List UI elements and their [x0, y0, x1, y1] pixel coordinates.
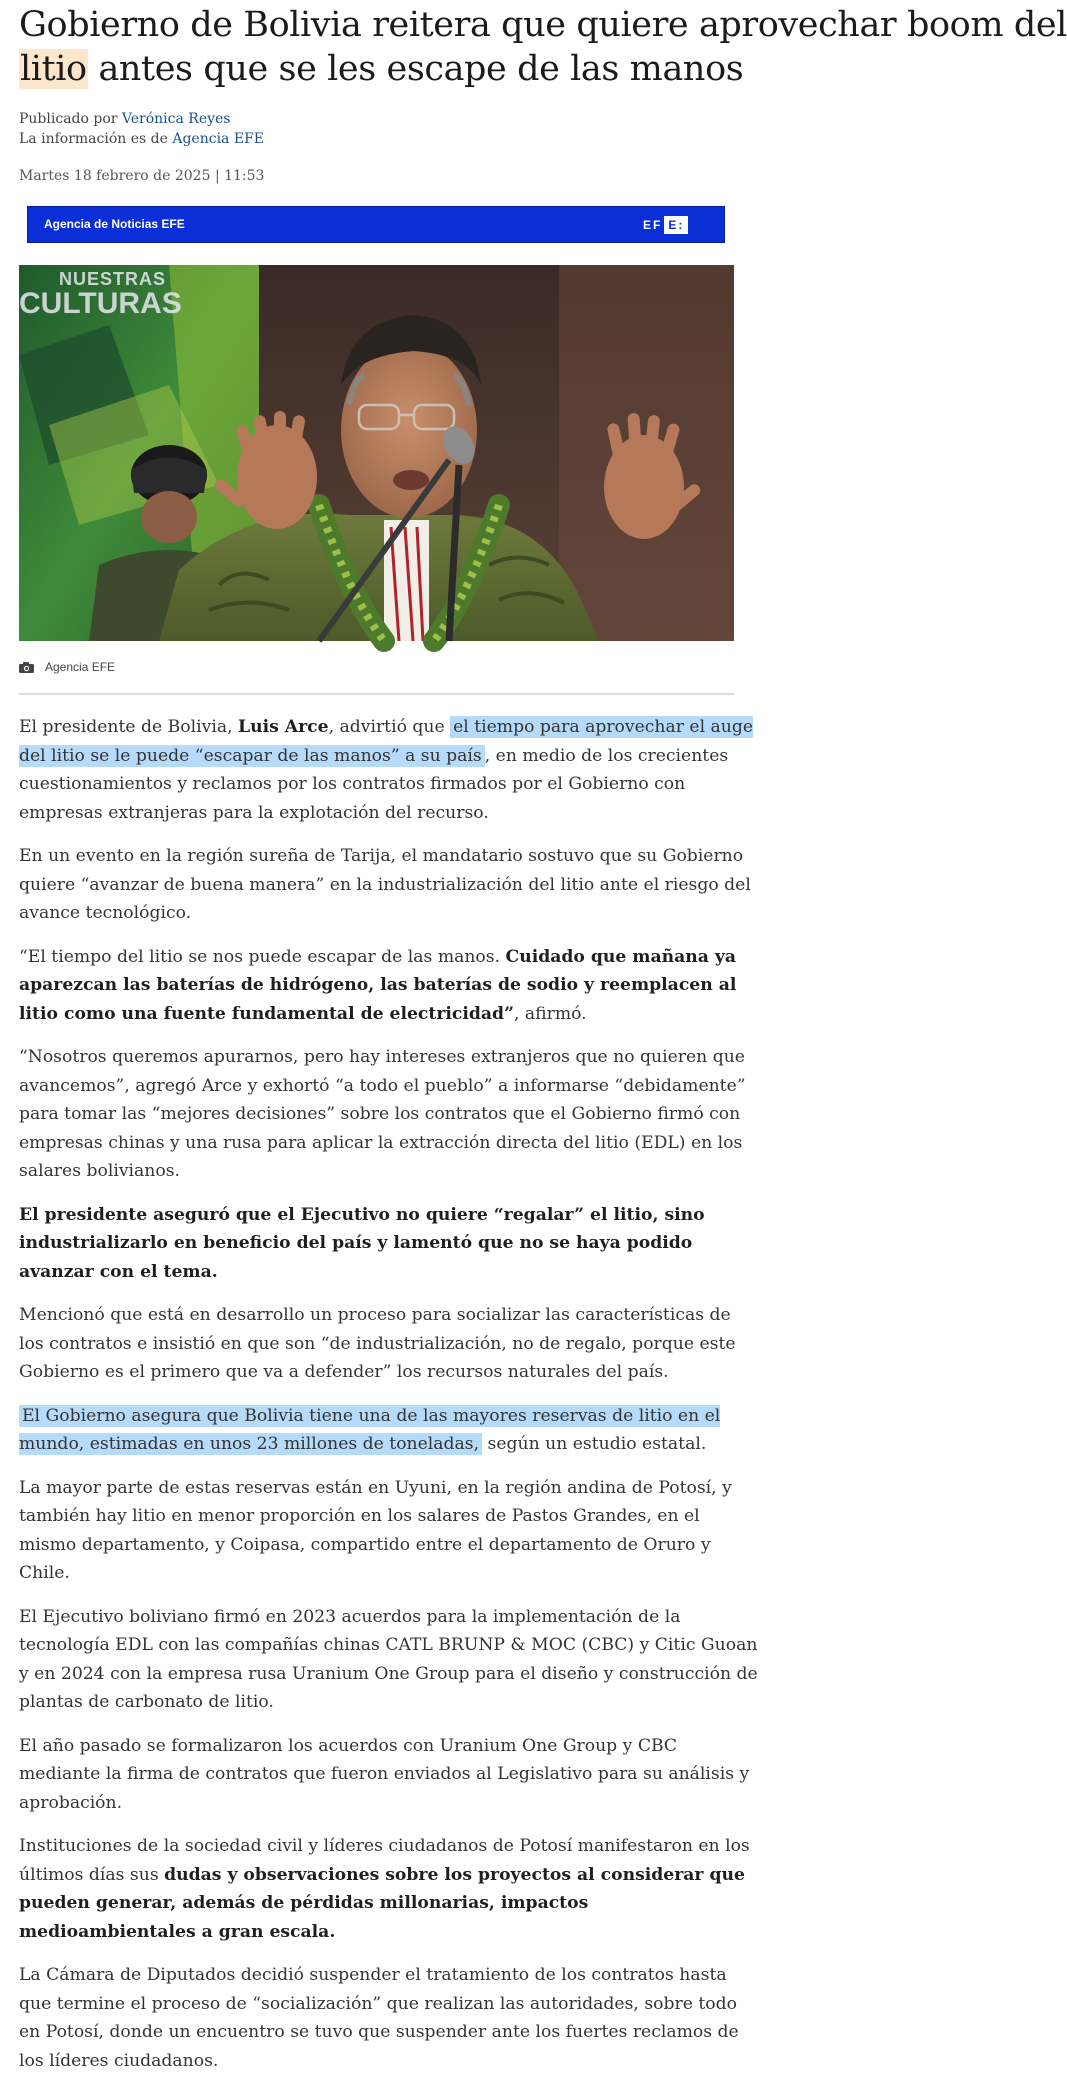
p1-text-c: , en medio de los crecientes cuestionamientos y reclamos por los contratos firmados por el Gobierno con empresas extranjeras para la explotación del recurso. — [19, 745, 729, 823]
paragraph-11 — [19, 1832, 759, 1946]
paragraph-12: La Cámara de Diputados decidió suspender el tratamiento de los contratos hasta que termine el proceso de “socialización” que realizan las autoridades, sobre todo en Potosí, donde un encuentro se tuvo que suspender ante los fuertes reclamos de los líderes ciudadanos. — [19, 1965, 739, 2071]
paragraph-9: El Ejecutivo boliviano firmó en 2023 acuerdos para la implementación de la tecnología EDL con las compañías chinas CATL BRUNP & MOC (CBC) y Citic Guoan y en 2024 con la empresa rusa Uranium One Group para el diseño y construcción de plantas de carbonato de litio. — [19, 1606, 758, 1712]
p3-bold: Cuidado que mañana ya aparezcan las baterías de hidrógeno, las baterías de sodio y reemplacen al litio como una fuente fundamental de electricidad” — [19, 946, 737, 1024]
photo-caption — [19, 660, 115, 674]
headline-highlight: litio — [20, 49, 87, 89]
article-photo — [19, 265, 734, 641]
published-by — [19, 109, 989, 129]
p1-bold: Luis Arce — [238, 717, 329, 737]
source-prefix: La información es de — [19, 131, 168, 147]
p1-text-b: , advirtió que — [328, 717, 445, 737]
agency-banner[interactable] — [27, 206, 725, 243]
paragraph-10: El año pasado se formalizaron los acuerdos con Uranium One Group y CBC mediante la firma de contratos que fueron enviados al Legislativo para su análisis y aprobación. — [19, 1735, 750, 1813]
p1-text-a: El presidente de Bolivia, — [19, 717, 233, 737]
author-link[interactable]: Verónica Reyes — [121, 111, 231, 127]
caption-text: Agencia EFE — [45, 660, 116, 674]
efe-logo-box: E: — [664, 216, 688, 234]
p7-highlight: El Gobierno asegura que Bolivia tiene una de las mayores reservas de litio en el mundo, estimadas en unos 23 millones de toneladas, — [19, 1405, 721, 1454]
headline-part-1: Gobierno de Bolivia reitera que quiere aprovechar boom del — [19, 5, 1067, 45]
paragraph-5 — [19, 1201, 759, 1287]
p7-text-a: según un estudio estatal. — [482, 1434, 707, 1454]
byline — [19, 109, 989, 149]
camera-icon — [19, 662, 34, 673]
paragraph-1 — [19, 713, 759, 827]
headline-part-2: antes que se les escape de las manos — [98, 49, 744, 89]
paragraph-8: La mayor parte de estas reservas están en Uyuni, en la región andina de Potosí, y también hay litio en menor proporción en los salares de Pastos Grandes, en el mismo departamento, y Coipasa, compartido entre el departamento de Oruro y Chile. — [19, 1477, 732, 1583]
paragraph-4: “Nosotros queremos apurarnos, pero hay intereses extranjeros que no quieren que avancemos”, agregó Arce y exhortó “a todo el pueblo” a informarse “debidamente” para tomar las “mejores decisiones” sobre los contratos que el Gobierno firmó con empresas chinas y una rusa para aplicar la extracción directa del litio (EDL) en los salares bolivianos. — [19, 1047, 746, 1181]
caption-divider — [19, 693, 734, 695]
published-prefix: Publicado por — [19, 111, 118, 127]
paragraph-7 — [19, 1402, 759, 1459]
p11-text-a: Instituciones de la sociedad civil y líderes ciudadanos de Potosí manifestaron en los últimos días sus — [19, 1836, 750, 1885]
p3-text-b: , afirmó. — [513, 1003, 587, 1024]
article-page — [19, 0, 1067, 2071]
efe-logo-text: EF — [643, 218, 663, 232]
backdrop-text-2: CULTURAS — [19, 287, 182, 320]
paragraph-3 — [19, 943, 759, 1029]
p3-text-a: “El tiempo del litio se nos puede escapar de las manos. — [19, 946, 501, 967]
paragraph-6: Mencionó que está en desarrollo un proceso para socializar las características de los contratos e insistió en que son “de industrialización, no de regalo, porque este Gobierno es el primero que va a defender” los recursos naturales del país. — [19, 1305, 736, 1382]
publish-date: Martes 18 febrero de 2025 | 11:53 — [19, 168, 265, 184]
paragraph-2: En un evento en la región sureña de Tarija, el mandatario sostuvo que su Gobierno quiere “avanzar de buena manera” en la industrialización del litio ante el riesgo del avance tecnológico. — [19, 846, 751, 923]
efe-logo — [643, 214, 688, 236]
p1-highlight: el tiempo para aprovechar el auge del litio se le puede “escapar de las manos” a su país — [19, 717, 754, 766]
p11-bold: dudas y observaciones sobre los proyectos al considerar que pueden generar, además de pérdidas millonarias, impactos medioambientales a gran escala. — [19, 1864, 745, 1942]
source-line — [19, 129, 989, 149]
agency-name: Agencia de Noticias EFE — [44, 217, 185, 231]
p5-bold: El presidente aseguró que el Ejecutivo no quiere “regalar” el litio, sino industrializarlo en beneficio del país y lamentó que no se haya podido avanzar con el tema. — [19, 1204, 705, 1282]
article-headline — [19, 0, 1067, 91]
article-body — [19, 713, 759, 2090]
backdrop-text-1: NUESTRAS — [59, 269, 167, 289]
source-link[interactable]: Agencia EFE — [172, 131, 265, 147]
